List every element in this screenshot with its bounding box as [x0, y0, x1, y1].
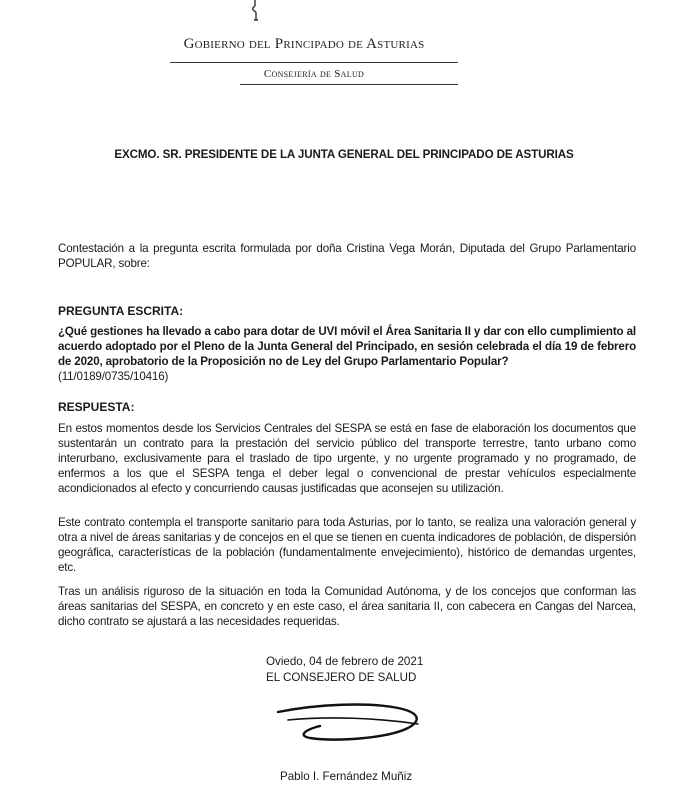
place-date: Oviedo, 04 de febrero de 2021	[266, 655, 424, 668]
department-name: Consejería de Salud	[263, 68, 365, 80]
answer-paragraph-1: En estos momentos desde los Servicios Centrales del SESPA se está en fase de elaboración los documentos que sustentarán un contrato para la prestación del servicio público del transporte terrestre, tanto urbano como interurbano, exclusivamente para el traslado de tipo urgente, y no urgente programado y no programado, de enfermos a los que el SESPA tenga el deber legal o convencional de prestar vehículos especialmente acondicionados al efecto y concurriendo causas justificadas que aconsejen su utilización.	[58, 422, 636, 495]
signer-name: Pablo I. Fernández Muñiz	[280, 770, 413, 783]
answer-paragraph-3: Tras un análisis riguroso de la situación en toda la Comunidad Autónoma, y de los concejos que conforman las áreas sanitarias del SESPA, en concreto y en este caso, el área sanitaria II, con cabecera en Cangas del Narcea, dicho contrato se ajustará a las necesidades requeridas.	[58, 585, 636, 628]
question-heading: PREGUNTA ESCRITA:	[58, 304, 184, 318]
coat-of-arms-fragment-icon	[246, 0, 266, 22]
answer-paragraph-2: Este contrato contempla el transporte sanitario para toda Asturias, por lo tanto, se realiza una valoración general y otra a nivel de áreas sanitarias y de concejos en el que se tienen en cuenta indicadores de población, de dispersión geográfica, características de la población (fundamentalmente envejecimiento), histórico de demandas urgentes, etc.	[58, 516, 636, 574]
government-title: Gobierno del Principado de Asturias	[183, 36, 425, 52]
question-text: ¿Qué gestiones ha llevado a cabo para dotar de UVI móvil el Área Sanitaria II y dar con ello cumplimiento al acuerdo adoptado por el Pleno de la Junta General del Principado, en sesión celebrada el día 19 de febrero de 2020, aprobatorio de la Proposición no de Ley del Grupo Parlamentario Popular?	[58, 325, 636, 368]
question-reference: (11/0189/0735/10416)	[58, 370, 169, 383]
question-paragraph	[58, 324, 636, 384]
header-divider-top	[170, 62, 458, 63]
addressee-line: EXCMO. SR. PRESIDENTE DE LA JUNTA GENERAL DEL PRINCIPADO DE ASTURIAS	[114, 148, 574, 161]
header-divider-bottom	[240, 84, 458, 85]
intro-paragraph: Contestación a la pregunta escrita formulada por doña Cristina Vega Morán, Diputada del Grupo Parlamentario POPULAR, sobre:	[58, 242, 636, 270]
answer-heading: RESPUESTA:	[58, 400, 135, 414]
handwritten-signature	[248, 690, 448, 750]
signer-role: EL CONSEJERO DE SALUD	[266, 671, 417, 684]
